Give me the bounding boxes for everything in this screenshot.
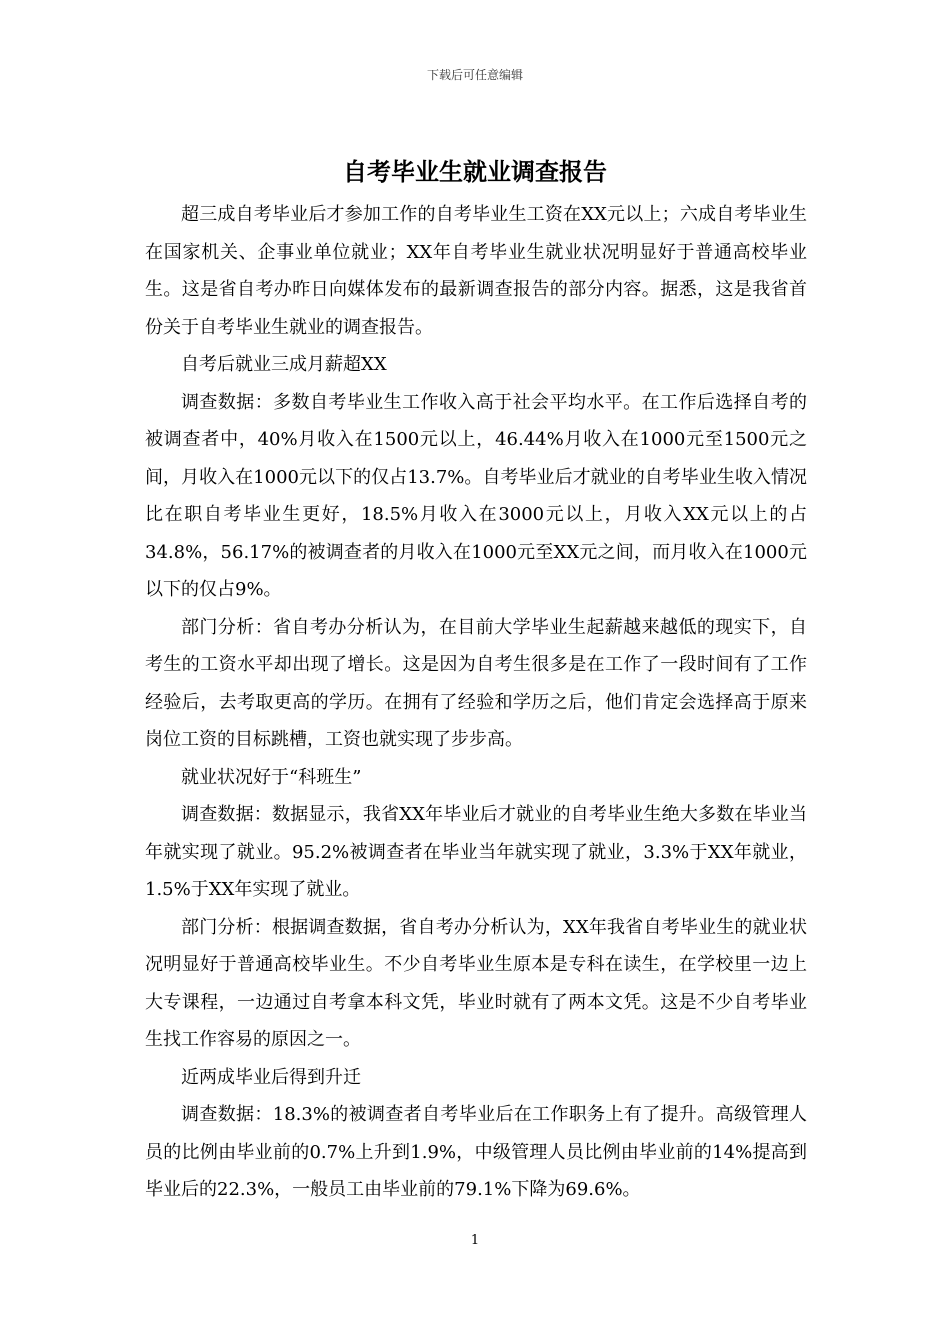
paragraph-employment-analysis: 部门分析：根据调查数据，省自考办分析认为，XX年我省自考毕业生的就业状况明显好于普通高校毕业生。不少自考毕业生原本是专科在读生，在学校里一边上大专课程，一边通过自考拿本科文凭，毕业时就有了两本文凭。这是不少自考毕业生找工作容易的原因之一。 [145, 916, 807, 1050]
section-heading-employment: 就业状况好于“科班生” [181, 766, 362, 788]
section-heading-promotion: 近两成毕业后得到升迁 [181, 1066, 361, 1088]
page-number: 1 [470, 1233, 480, 1248]
document-title: 自考毕业生就业调查报告 [343, 158, 607, 186]
paragraph-salary-data: 调查数据：多数自考毕业生工作收入高于社会平均水平。在工作后选择自考的被调查者中，40%月收入在1500元以上，46.44%月收入在1000元至1500元之间，月收入在1000元以下的仅占13.7%。自考毕业后才就业的自考毕业生收入情况比在职自考毕业生更好，18.5%月收入在3000元以上，月收入XX元以上的占34.8%，56.17%的被调查者的月收入在1000元至XX元之间，而月收入在1000元以下的仅占9%。 [145, 391, 807, 600]
document-body [145, 196, 807, 1209]
paragraph-intro: 超三成自考毕业后才参加工作的自考毕业生工资在XX元以上；六成自考毕业生在国家机关、企事业单位就业；XX年自考毕业生就业状况明显好于普通高校毕业生。这是省自考办昨日向媒体发布的最新调查报告的部分内容。据悉，这是我省首份关于自考毕业生就业的调查报告。 [145, 204, 807, 338]
paragraph-promotion-data: 调查数据：18.3%的被调查者自考毕业后在工作职务上有了提升。高级管理人员的比例由毕业前的0.7%上升到1.9%，中级管理人员比例由毕业前的14%提高到毕业后的22.3%，一般员工由毕业前的79.1%下降为69.6%。 [145, 1104, 807, 1200]
paragraph-salary-analysis: 部门分析：省自考办分析认为，在目前大学毕业生起薪越来越低的现实下，自考生的工资水平却出现了增长。这是因为自考生很多是在工作了一段时间有了工作经验后，去考取更高的学历。在拥有了经验和学历之后，他们肯定会选择高于原来岗位工资的目标跳槽，工资也就实现了步步高。 [145, 616, 807, 750]
section-heading-salary: 自考后就业三成月薪超XX [181, 354, 387, 375]
paragraph-employment-data: 调查数据：数据显示，我省XX年毕业后才就业的自考毕业生绝大多数在毕业当年就实现了就业。95.2%被调查者在毕业当年就实现了就业，3.3%于XX年就业，1.5%于XX年实现了就业。 [145, 804, 807, 900]
page-header-note: 下载后可任意编辑 [426, 68, 523, 82]
